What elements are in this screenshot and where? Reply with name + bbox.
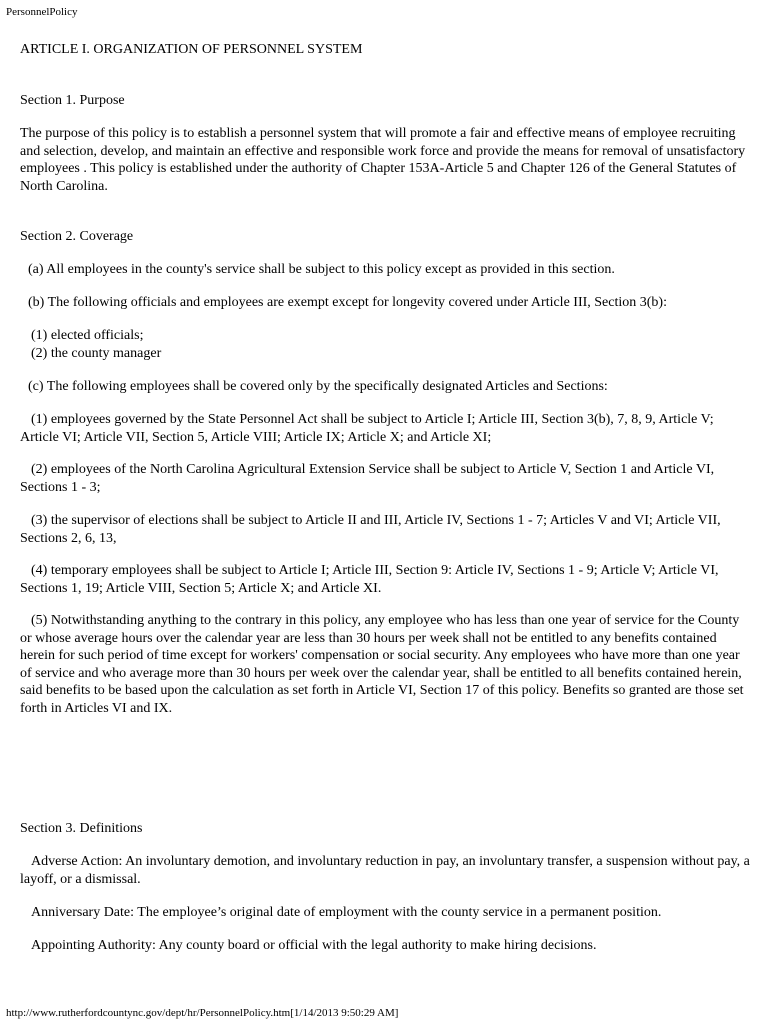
page-footer-url: http://www.rutherfordcountync.gov/dept/hr/PersonnelPolicy.htm[1/14/2013 9:50:29 AM] [6,1007,399,1019]
section-3-heading: Section 3. Definitions [20,821,143,836]
page-header-title: PersonnelPolicy [6,6,78,18]
coverage-clause-b1: (1) elected officials; [31,328,144,343]
coverage-clause-c1: (1) employees governed by the State Personnel Act shall be subject to Article I; Article III, Section 3(b), 7, 8, 9, Article V; Article VI; Article VII, Section 5, Article VIII; Article IX; Article X; and Article XI; [20,412,714,445]
definition-appointing-authority: Appointing Authority: Any county board or official with the legal authority to make hiring decisions. [31,938,597,953]
coverage-clause-b: (b) The following officials and employees are exempt except for longevity covered under Article III, Section 3(b): [28,295,667,310]
coverage-clause-c2: (2) employees of the North Carolina Agricultural Extension Service shall be subject to Article V, Section 1 and Article VI, Sections 1 - 3; [20,462,715,495]
coverage-clause-c5: (5) Notwithstanding anything to the contrary in this policy, any employee who has less than one year of service for the County or whose average hours over the calendar year are less than 30 hours per week shall not be entitled to any benefits contained herein for such period of time except for workers' compensation or social security. Any employees who have more than one year of service and who average more than 30 hours per week over the calendar year, shall be entitled to all benefits contained herein, said benefits to be based upon the calculation as set forth in Article VI, Section 17 of this policy. Benefits so granted are those set forth in Articles VI and IX. [20,613,744,716]
coverage-clause-c: (c) The following employees shall be covered only by the specifically designated Articles and Sections: [28,379,608,394]
coverage-clause-b2: (2) the county manager [31,346,162,361]
definition-adverse-action: Adverse Action: An involuntary demotion, and involuntary reduction in pay, an involuntary transfer, a suspension without pay, a layoff, or a dismissal. [20,854,750,887]
section-1-heading: Section 1. Purpose [20,93,125,108]
coverage-clause-c3: (3) the supervisor of elections shall be subject to Article II and III, Article IV, Sections 1 - 7; Articles V and VI; Article VII, Sections 2, 6, 13, [20,513,721,546]
article-heading: ARTICLE I. ORGANIZATION OF PERSONNEL SYSTEM [20,42,363,57]
coverage-clause-c4: (4) temporary employees shall be subject to Article I; Article III, Section 9: Article IV, Sections 1 - 9; Article V; Article VI, Sections 1, 19; Article VIII, Section 5; Article X; and Article XI. [20,563,719,596]
section-2-heading: Section 2. Coverage [20,229,134,244]
definition-anniversary-date: Anniversary Date: The employee’s original date of employment with the county service in a permanent position. [31,905,662,920]
coverage-clause-a: (a) All employees in the county's service shall be subject to this policy except as provided in this section. [28,262,615,277]
section-1-purpose-paragraph: The purpose of this policy is to establish a personnel system that will promote a fair and effective means of employee recruiting and selection, develop, and maintain an effective and responsible work force and provide the means for removal of unsatisfactory employees . This policy is established under the authority of Chapter 153A-Article 5 and Chapter 126 of the General Statutes of North Carolina. [20,126,746,194]
